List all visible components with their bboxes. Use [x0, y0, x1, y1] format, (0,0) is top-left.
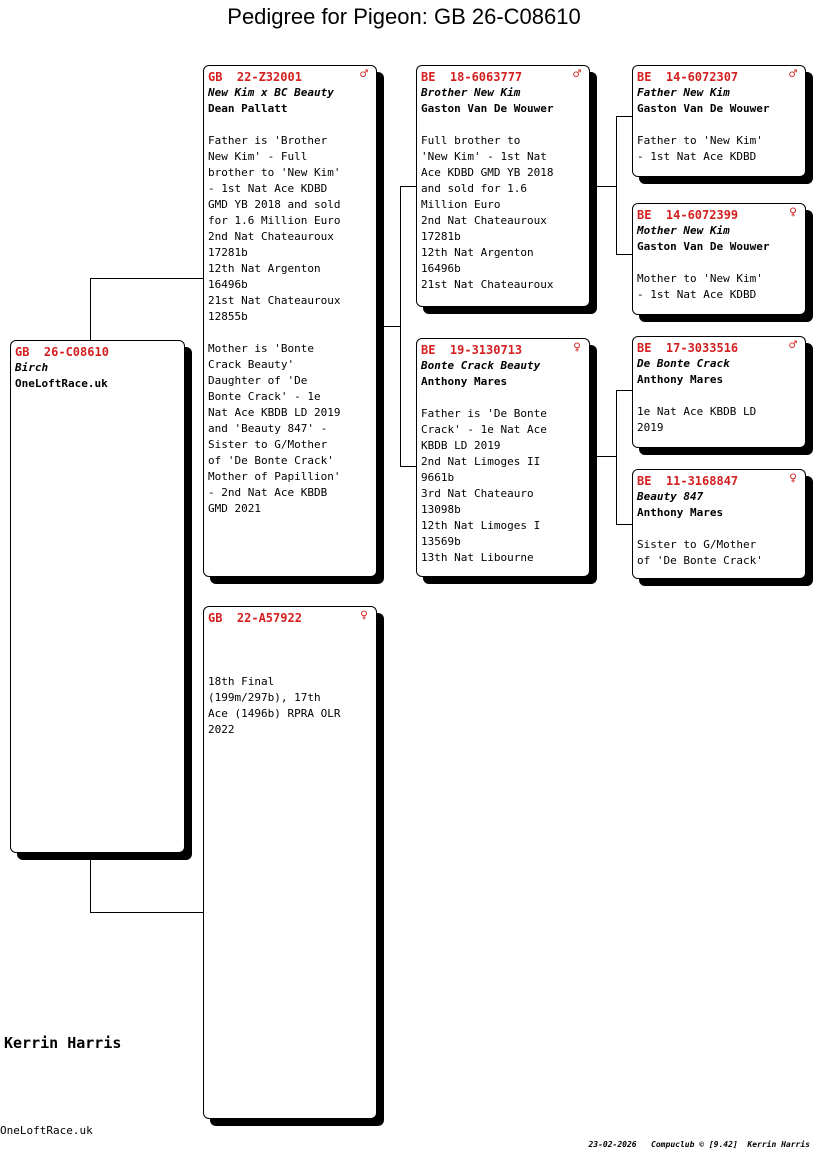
breeder-name: Anthony Mares	[421, 375, 508, 388]
pigeon-name: Mother New Kim	[637, 224, 730, 237]
connector-line	[616, 390, 633, 391]
pigeon-notes: Father is 'De Bonte Crack' - 1e Nat Ace KBDB LD 2019 2nd Nat Limoges II 9661b 3rd Nat Chateauro 13098b 12th Nat Limoges I 13569b 13th Nat Libourne	[421, 407, 547, 564]
connector-line	[90, 912, 204, 913]
connector-line	[90, 278, 204, 279]
ring-number: GB 26-C08610	[15, 345, 109, 359]
ring-number: BE 11-3168847	[637, 474, 739, 488]
connector-line	[616, 254, 633, 255]
connector-line	[90, 278, 91, 340]
connector-line	[616, 390, 617, 524]
pigeon-notes: Full brother to 'New Kim' - 1st Nat Ace KDBD GMD YB 2018 and sold for 1.6 Million Euro 2nd Nat Chateauroux 17281b 12th Nat Argenton 16496b 21st Nat Chateauroux	[421, 134, 554, 291]
ring-number: BE 19-3130713	[421, 343, 523, 357]
pigeon-name: Birch	[15, 361, 49, 374]
sire-dam-sire-card[interactable]	[632, 336, 806, 448]
pigeon-notes: Mother to 'New Kim' - 1st Nat Ace KDBD	[637, 272, 763, 301]
dam-card[interactable]	[203, 606, 377, 1119]
connector-line	[590, 456, 616, 457]
connector-line	[400, 466, 417, 467]
connector-line	[616, 116, 633, 117]
male-icon: ♂	[573, 67, 581, 82]
female-icon: ♀	[360, 608, 368, 623]
connector-line	[377, 326, 401, 327]
female-icon: ♀	[573, 340, 581, 355]
pigeon-notes: Sister to G/Mother of 'De Bonte Crack'	[637, 538, 763, 567]
female-icon: ♀	[789, 205, 797, 220]
connector-line	[400, 186, 417, 187]
footer-website: OneLoftRace.uk	[0, 1124, 93, 1137]
female-icon: ♀	[789, 471, 797, 486]
pigeon-name: Brother New Kim	[421, 86, 521, 99]
footer-credits: 23-02-2026 Compuclub © [9.42] Kerrin Harris	[588, 1140, 810, 1149]
male-icon: ♂	[789, 338, 797, 353]
connector-line	[616, 524, 633, 525]
pigeon-notes: Father to 'New Kim' - 1st Nat Ace KDBD	[637, 134, 763, 163]
connector-line	[400, 186, 401, 466]
pigeon-name: New Kim x BC Beauty	[208, 86, 334, 99]
breeder-name: Anthony Mares	[637, 506, 724, 519]
pigeon-notes: Father is 'Brother New Kim' - Full brother to 'New Kim' - 1st Nat Ace KDBD GMD YB 2018 and sold for 1.6 Million Euro 2nd Nat Chateauroux 17281b 12th Nat Argenton 16496b 21st Nat Chateauroux 12855b Mother is 'Bonte Crack Beauty' Daughter of 'De Bonte Crack' - 1e Nat Ace KBDB LD 2019 and 'Beauty 847' - Sister to G/Mother of 'De Bonte Crack' Mother of Papillion' - 2nd Nat Ace KBDB GMD 2021	[208, 134, 341, 515]
owner-name: Kerrin Harris	[4, 1034, 122, 1052]
connector-line	[616, 116, 617, 254]
pigeon-notes: 1e Nat Ace KBDB LD 2019	[637, 405, 757, 434]
ring-number: BE 14-6072307	[637, 70, 739, 84]
pigeon-name: De Bonte Crack	[637, 357, 730, 370]
ring-number: BE 17-3033516	[637, 341, 739, 355]
pigeon-name: Bonte Crack Beauty	[421, 359, 541, 372]
breeder-name: Gaston Van De Wouwer	[637, 102, 770, 115]
pigeon-notes: 18th Final (199m/297b), 17th Ace (1496b) RPRA OLR 2022	[208, 675, 341, 736]
breeder-name: Gaston Van De Wouwer	[637, 240, 770, 253]
breeder-name: Gaston Van De Wouwer	[421, 102, 554, 115]
breeder-name: Dean Pallatt	[208, 102, 288, 115]
subject-card[interactable]	[10, 340, 185, 853]
pigeon-name: Beauty 847	[637, 490, 704, 503]
breeder-name: Anthony Mares	[637, 373, 724, 386]
ring-number: BE 14-6072399	[637, 208, 739, 222]
connector-line	[90, 858, 91, 912]
sire-sire-card[interactable]	[416, 65, 590, 307]
breeder-name: OneLoftRace.uk	[15, 377, 108, 390]
male-icon: ♂	[789, 67, 797, 82]
sire-dam-card[interactable]	[416, 338, 590, 577]
ring-number: BE 18-6063777	[421, 70, 523, 84]
sire-sire-sire-card[interactable]	[632, 65, 806, 177]
sire-card[interactable]	[203, 65, 377, 577]
ring-number: GB 22-Z32001	[208, 70, 302, 84]
sire-sire-dam-card[interactable]	[632, 203, 806, 315]
sire-dam-dam-card[interactable]	[632, 469, 806, 579]
pigeon-name: Father New Kim	[637, 86, 730, 99]
page-title: Pedigree for Pigeon: GB 26-C08610	[227, 4, 581, 29]
connector-line	[590, 186, 616, 187]
ring-number: GB 22-A57922	[208, 611, 302, 625]
male-icon: ♂	[360, 67, 368, 82]
